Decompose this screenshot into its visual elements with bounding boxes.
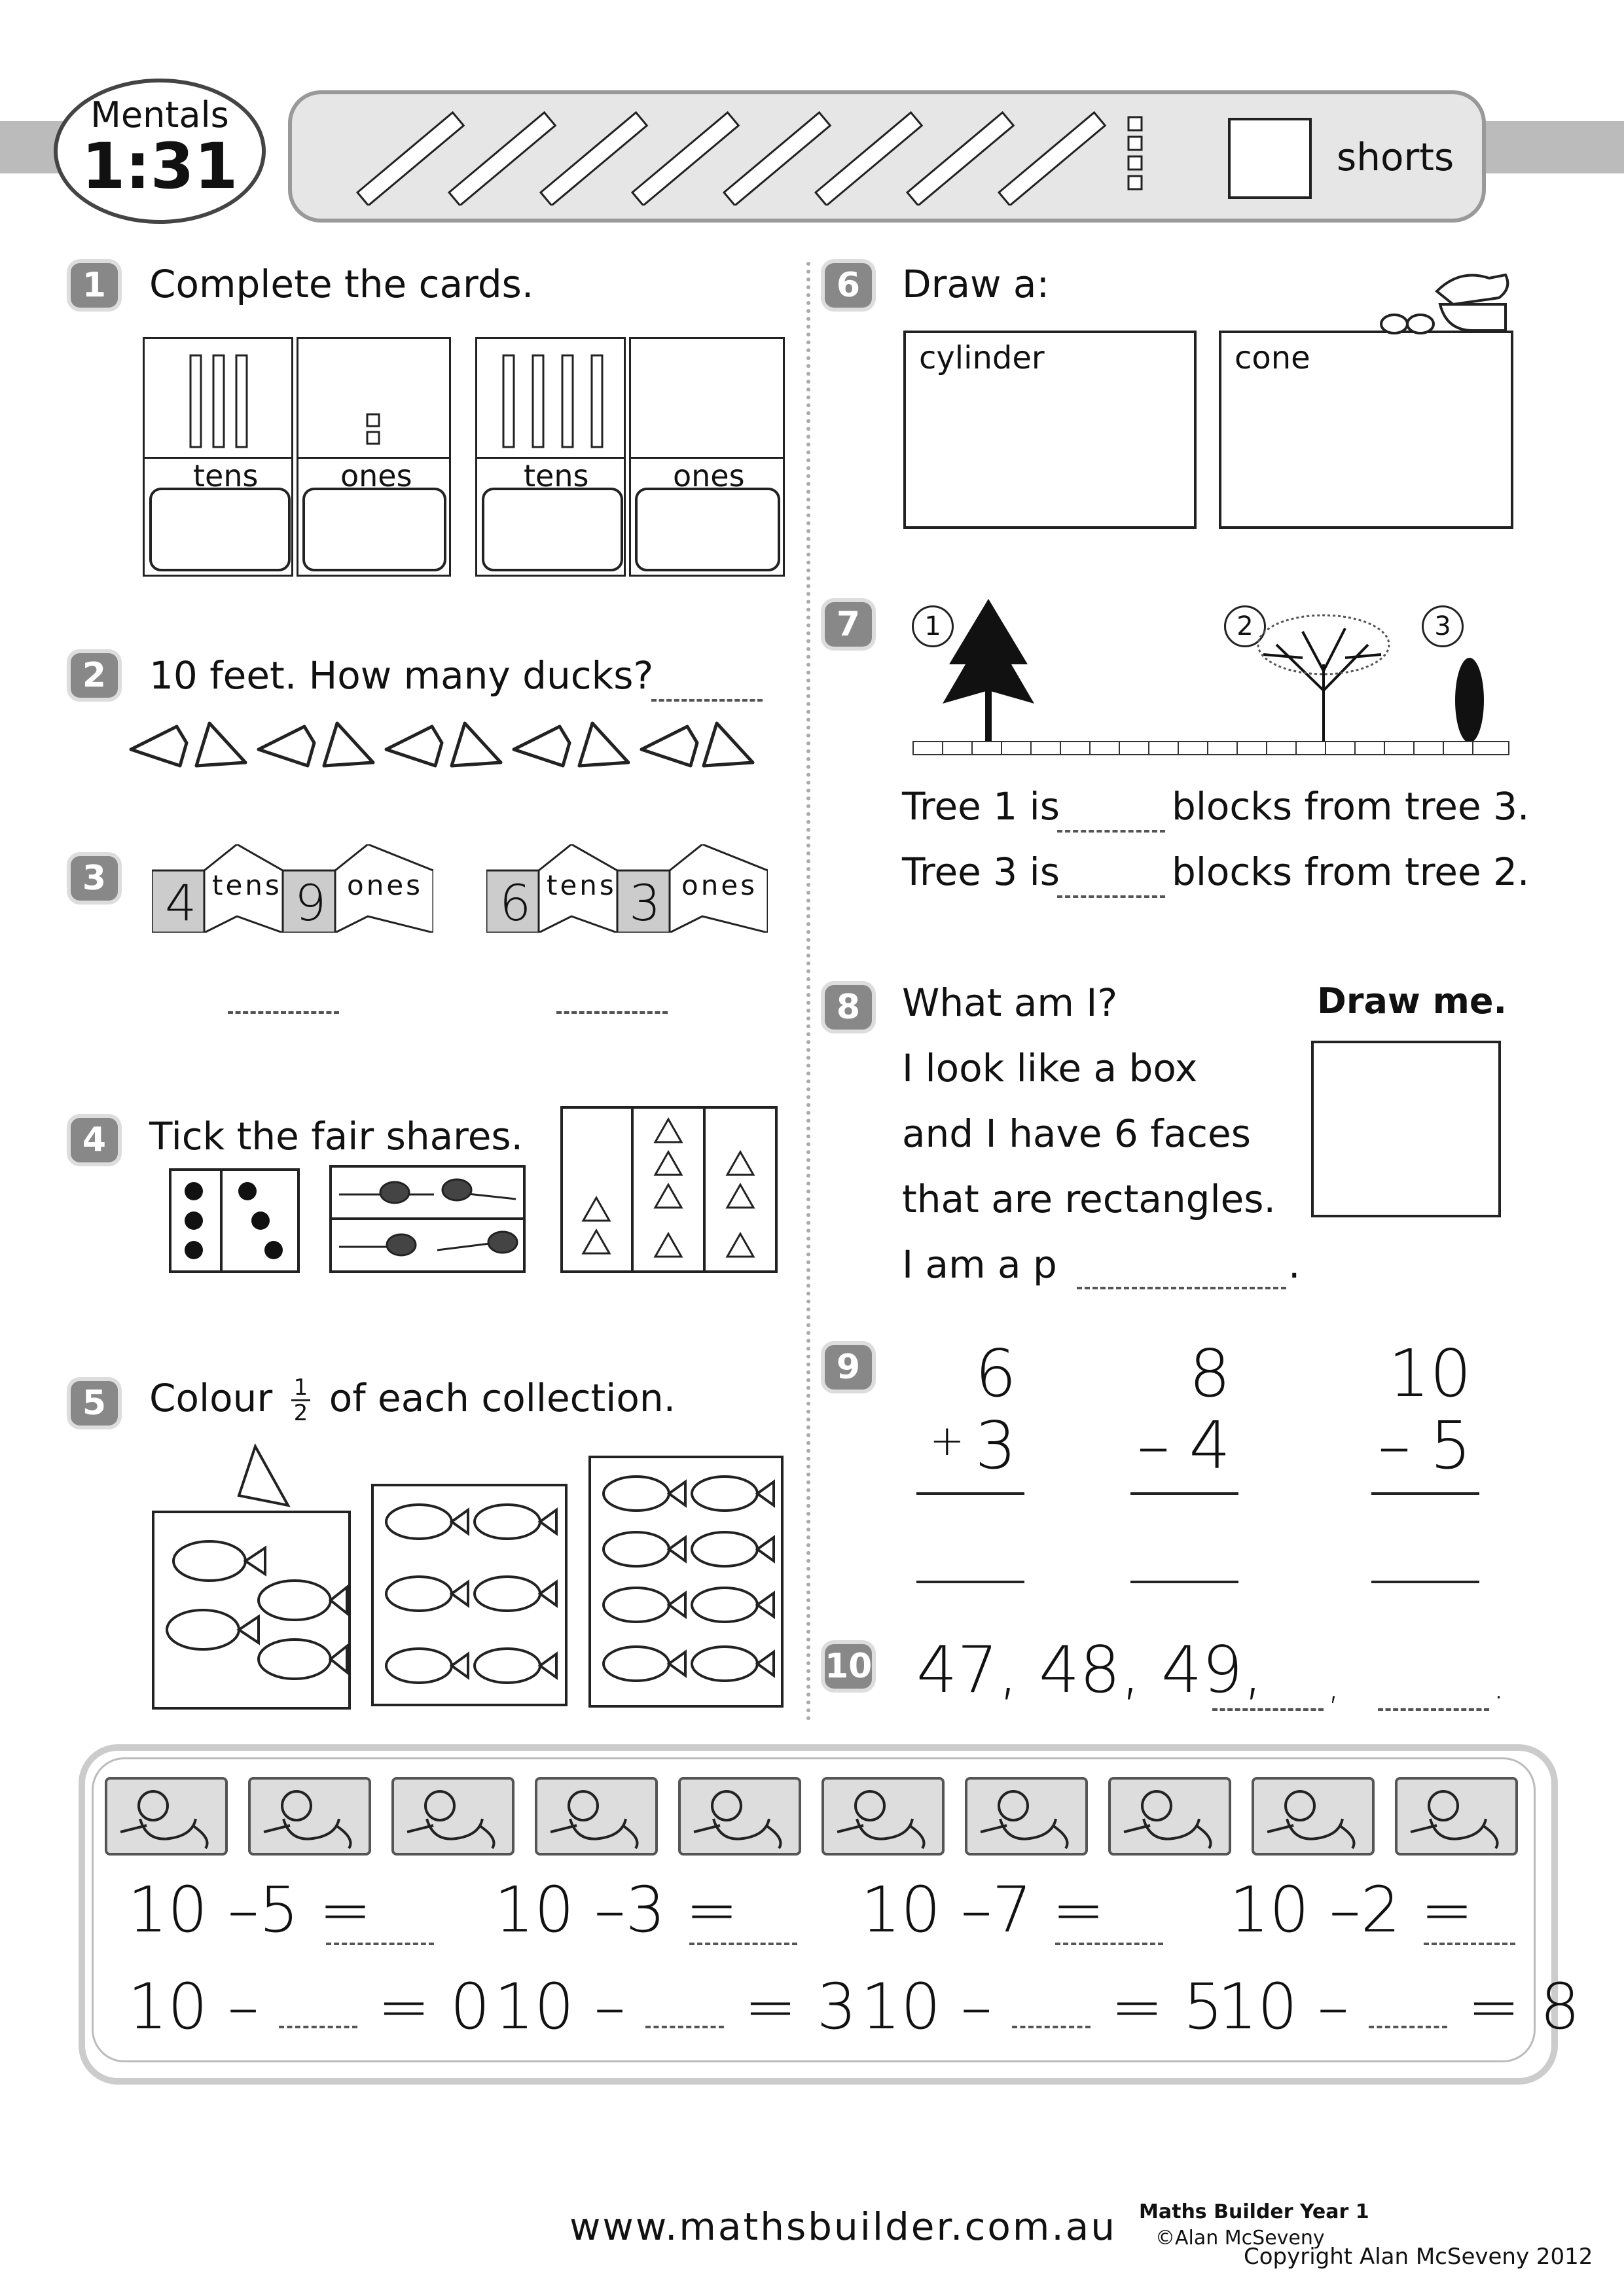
question-5-prompt: [149, 1376, 676, 1425]
q8-line-4: I am a p: [902, 1242, 1057, 1287]
question-2-badge: 2: [71, 653, 118, 698]
tens-word: tens: [547, 869, 617, 901]
q10-answer-line-2[interactable]: [1378, 1708, 1489, 1711]
tens-label: tens: [193, 458, 259, 493]
sum-2: [1130, 1335, 1238, 1584]
sum-answer-line[interactable]: [1130, 1581, 1238, 1583]
cone-draw-box[interactable]: [1219, 331, 1513, 529]
sum-bottom: 5: [1430, 1407, 1471, 1484]
question-5-badge: 5: [71, 1381, 118, 1426]
trees-on-blocks-icon: [910, 592, 1512, 756]
monkey-tile-icon: [1252, 1777, 1375, 1856]
q8-draw-me: Draw me.: [1317, 980, 1507, 1022]
drill-expression: 10 –5 =: [128, 1873, 372, 1946]
tens-digit: 4: [165, 874, 197, 932]
question-6-badge: 6: [825, 263, 872, 308]
fish-collection-8-icon[interactable]: [587, 1454, 785, 1710]
drill-answer-line[interactable]: [326, 1943, 434, 1945]
tens-rods-icon: [344, 107, 1130, 206]
header-bar: [288, 90, 1486, 223]
q8-end: .: [1288, 1242, 1301, 1287]
q8-line-1: I look like a box: [902, 1046, 1198, 1090]
fraction-denominator: 2: [293, 1400, 308, 1427]
drill-end: = 0: [377, 1970, 490, 2043]
prompt-end: of each collection.: [329, 1376, 676, 1420]
sum-operator: –: [1378, 1407, 1411, 1484]
cylinder-draw-box[interactable]: [903, 331, 1197, 529]
drill-answer-blank[interactable]: [1369, 2026, 1447, 2028]
tens-rods-icon: [497, 352, 608, 457]
dots-share-icon[interactable]: [169, 1168, 300, 1273]
column-divider: [806, 262, 810, 1721]
duck-feet-icon: [124, 713, 779, 779]
mentals-label: Mentals: [90, 94, 229, 135]
ones-answer-box[interactable]: [302, 488, 446, 571]
prompt-start: Colour: [149, 1376, 273, 1420]
question-6-prompt: Draw a:: [902, 262, 1050, 306]
drill-answer-line[interactable]: [1424, 1943, 1515, 1945]
q7-line-1-end: blocks from tree 3.: [1172, 784, 1530, 829]
q3-answer-line-1[interactable]: [228, 1011, 339, 1014]
question-10-badge: 10: [825, 1644, 872, 1689]
ones-label: ones: [340, 458, 412, 493]
fold-card-1: [152, 844, 433, 933]
sum-answer-line[interactable]: [1371, 1581, 1479, 1583]
lollipops-share-icon[interactable]: [329, 1165, 526, 1273]
question-4-badge: 4: [71, 1118, 118, 1162]
drill-answer-line[interactable]: [689, 1943, 797, 1945]
sum-operator: +: [929, 1417, 965, 1465]
drill-start: 10 –: [861, 1970, 992, 2043]
sum-top: 8: [1189, 1335, 1231, 1412]
drill-start: 10 –: [494, 1970, 626, 2043]
drill-end: = 8: [1467, 1970, 1580, 2043]
monkey-tile-icon: [821, 1777, 945, 1856]
q8-draw-box[interactable]: [1311, 1041, 1501, 1217]
sum-rule: [1130, 1492, 1238, 1495]
monkey-tile-icon: [1108, 1777, 1231, 1856]
drill-answer-line[interactable]: [1055, 1943, 1163, 1945]
drill-answer-blank[interactable]: [1012, 2026, 1091, 2028]
q10-end: .: [1492, 1662, 1506, 1708]
question-9-badge: 9: [825, 1345, 872, 1390]
drill-end: = 5: [1110, 1970, 1223, 2043]
monkey-tile-icon: [965, 1777, 1088, 1856]
q8-line-3: that are rectangles.: [902, 1177, 1276, 1221]
ones-word: ones: [347, 869, 424, 901]
drill-expression: 10 –3 =: [494, 1873, 738, 1946]
sum-top: 6: [975, 1335, 1017, 1412]
mentals-oval: [54, 79, 266, 224]
fold-card-2: [486, 844, 768, 933]
q10-sequence: 47, 48, 49,: [916, 1633, 1263, 1708]
question-1-prompt: Complete the cards.: [149, 262, 534, 306]
drill-answer-blank[interactable]: [645, 2026, 724, 2028]
ones-cubes-icon: [1123, 114, 1149, 199]
drill-row-2-item-3: [861, 1970, 1223, 2043]
footer-book: Maths Builder Year 1: [1139, 2200, 1369, 2223]
q7-line-1-start: Tree 1 is: [902, 784, 1060, 829]
cowboy-character-icon: [1375, 265, 1519, 337]
footer-copyright: Copyright Alan McSeveny 2012: [1244, 2244, 1593, 2270]
drill-row-2-item-1: [128, 1970, 490, 2043]
tens-digit: 6: [499, 874, 532, 932]
q7-answer-line-2[interactable]: [1057, 895, 1165, 898]
drill-start: 10 –: [128, 1970, 259, 2043]
tens-answer-box[interactable]: [482, 488, 623, 571]
sum-rule: [916, 1492, 1024, 1495]
ones-digit: 9: [295, 874, 327, 932]
sum-rule: [1371, 1492, 1479, 1495]
ducks-answer-line[interactable]: [651, 699, 763, 702]
tens-label: tens: [524, 458, 589, 493]
ones-cubes-icon: [364, 411, 384, 450]
footer-url: www.mathsbuilder.com.au: [569, 2204, 1117, 2249]
shorts-label: shorts: [1337, 135, 1454, 179]
question-2-prompt: 10 feet. How many ducks?: [149, 653, 654, 698]
monkey-tile-icon: [105, 1777, 228, 1856]
sum-bottom: 4: [1189, 1407, 1231, 1484]
q10-answer-line-1[interactable]: [1212, 1708, 1324, 1711]
sum-top: 10: [1388, 1335, 1471, 1412]
ones-label: ones: [673, 458, 745, 493]
shorts-answer-box[interactable]: [1228, 118, 1312, 199]
monkey-row: [105, 1777, 1519, 1856]
drill-row-1-item-2: [494, 1873, 738, 1946]
sum-answer-line[interactable]: [916, 1581, 1024, 1583]
fish-collection-4-icon[interactable]: [151, 1443, 353, 1712]
drill-row-2-item-2: [494, 1970, 857, 2043]
tree-3-marker: 3: [1422, 605, 1464, 647]
monkey-tile-icon: [391, 1777, 514, 1856]
q8-answer-line[interactable]: [1077, 1287, 1286, 1289]
page-code: 1:31: [81, 130, 238, 203]
q8-line-2: and I have 6 faces: [902, 1111, 1251, 1156]
q7-line-2-start: Tree 3 is: [902, 850, 1060, 894]
monkey-tile-icon: [678, 1777, 801, 1856]
tree-1-marker: 1: [912, 605, 954, 647]
tree-2-marker: 2: [1224, 605, 1266, 647]
ones-digit: 3: [629, 874, 661, 932]
q8-title: What am I?: [902, 980, 1118, 1025]
monkey-tile-icon: [248, 1777, 371, 1856]
footer-author: ©Alan McSeveny: [1155, 2227, 1325, 2250]
q10-comma: ,: [1327, 1662, 1341, 1708]
question-1-badge: 1: [71, 263, 118, 308]
tens-answer-box[interactable]: [149, 488, 291, 571]
question-7-badge: 7: [825, 602, 872, 647]
question-8-badge: 8: [825, 985, 872, 1030]
q3-answer-line-2[interactable]: [556, 1011, 668, 1014]
question-3-badge: 3: [71, 856, 118, 901]
sum-bottom: 3: [975, 1407, 1017, 1484]
sum-3: [1371, 1335, 1479, 1584]
header-band-right: [1479, 121, 1624, 173]
fraction-numerator: 1: [291, 1376, 311, 1401]
drill-row-1-item-4: [1229, 1873, 1473, 1946]
q7-answer-line-1[interactable]: [1057, 830, 1165, 833]
drill-row-1-item-1: [128, 1873, 372, 1946]
monkey-tile-icon: [1395, 1777, 1518, 1856]
drill-row-2-item-4: [1218, 1970, 1580, 2043]
drill-row-1-item-3: [861, 1873, 1105, 1946]
monkey-tile-icon: [535, 1777, 658, 1856]
drill-end: = 3: [744, 1970, 857, 2043]
q7-line-2-end: blocks from tree 2.: [1172, 850, 1530, 894]
sum-1: [916, 1335, 1024, 1584]
cone-label: cone: [1235, 340, 1310, 376]
drill-start: 10 –: [1218, 1970, 1349, 2043]
tens-word: tens: [212, 869, 282, 901]
triangles-share-icon[interactable]: [560, 1106, 778, 1273]
drill-expression: 10 –7 =: [861, 1873, 1105, 1946]
fish-collection-6-icon[interactable]: [370, 1482, 569, 1708]
question-4-prompt: Tick the fair shares.: [149, 1114, 524, 1158]
drill-expression: 10 –2 =: [1229, 1873, 1473, 1946]
ones-word: ones: [681, 869, 758, 901]
ones-answer-box[interactable]: [635, 488, 780, 571]
sum-operator: –: [1137, 1407, 1170, 1484]
drill-answer-blank[interactable]: [279, 2026, 357, 2028]
fraction: [291, 1376, 311, 1425]
cylinder-label: cylinder: [919, 340, 1045, 376]
tens-rods-icon: [184, 352, 256, 457]
